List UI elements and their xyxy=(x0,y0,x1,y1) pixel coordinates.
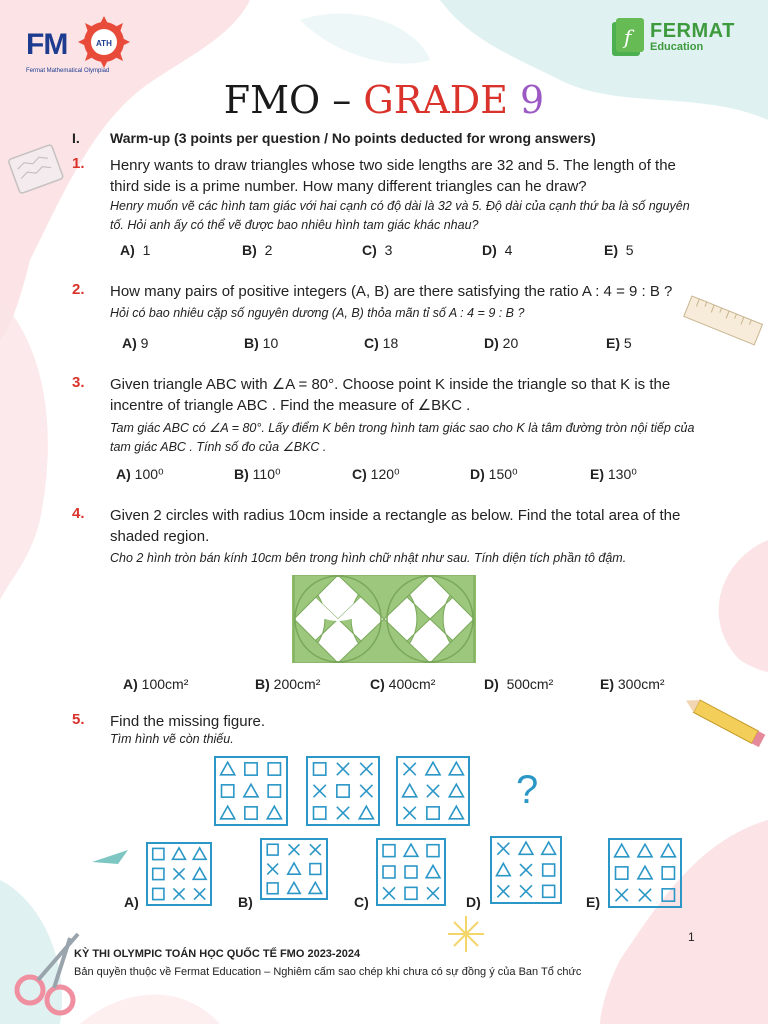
choice-label-d: D) xyxy=(466,894,481,910)
triangle-icon xyxy=(449,784,463,797)
option-d[interactable]: D) 20 xyxy=(484,335,519,351)
question-text: Henry wants to draw triangles whose two side lengths are 32 and 5. The length of the third side is a prime number. How many different triangles can he draw? xyxy=(110,157,676,195)
cross-icon xyxy=(520,864,532,876)
question-4 xyxy=(72,505,702,568)
fermat-education-logo xyxy=(610,18,750,60)
footer-competition-name: KỲ THI OLYMPIC TOÁN HỌC QUỐC TẾ FMO 2023-2024 xyxy=(74,948,361,960)
option-a[interactable]: A) 9 xyxy=(122,335,149,351)
cross-icon xyxy=(360,763,372,775)
question-number: 1. xyxy=(72,155,85,172)
page-title xyxy=(0,78,768,122)
question-number: 2. xyxy=(72,281,85,298)
footer-copyright: Bản quyền thuộc về Fermat Education – Nghiêm cấm sao chép khi chưa có sự đồng ý của Ban Tổ chức xyxy=(74,966,582,978)
triangle-icon xyxy=(449,762,463,775)
triangle-icon xyxy=(221,806,235,819)
triangle-icon xyxy=(244,784,258,797)
square-icon xyxy=(405,866,417,878)
choice-figure-c[interactable] xyxy=(376,838,446,906)
triangle-icon xyxy=(404,844,418,856)
triangle-icon xyxy=(193,868,206,879)
question-3 xyxy=(72,374,702,457)
triangle-icon xyxy=(615,844,629,857)
option-d[interactable]: D) 4 xyxy=(482,242,513,258)
option-e[interactable]: E) 300cm² xyxy=(600,676,665,692)
square-icon xyxy=(383,845,395,857)
title-grade-number: 9 xyxy=(520,78,545,122)
cross-icon xyxy=(289,844,300,855)
cross-icon xyxy=(427,785,439,797)
option-a[interactable]: A) 100⁰ xyxy=(116,466,164,482)
option-e[interactable]: E) 130⁰ xyxy=(590,466,637,482)
page-number: 1 xyxy=(688,930,695,944)
triangle-icon xyxy=(193,848,206,859)
option-d[interactable]: D) 500cm² xyxy=(484,676,554,692)
triangle-icon xyxy=(221,762,235,775)
question-1 xyxy=(72,155,702,235)
triangle-icon xyxy=(426,762,440,775)
question-number: 3. xyxy=(72,374,85,391)
cross-icon xyxy=(194,888,205,899)
choice-label-c: C) xyxy=(354,894,369,910)
question-text-vietnamese: Tam giác ABC có ∠A = 80°. Lấy điểm K bên trong hình tam giác sao cho K là tâm đường tròn nội tiếp của tam giác ABC . Tính số đo của ∠BKC . xyxy=(110,421,695,454)
square-icon xyxy=(267,883,278,894)
square-icon xyxy=(662,867,674,879)
option-a[interactable]: A) 100cm² xyxy=(123,676,189,692)
fmo-logo xyxy=(22,14,132,78)
choice-figure-d[interactable] xyxy=(490,836,562,904)
triangle-icon xyxy=(426,865,440,877)
triangle-icon xyxy=(403,784,417,797)
triangle-icon xyxy=(288,863,300,874)
triangle-icon xyxy=(661,844,675,857)
choice-label-a: A) xyxy=(124,894,139,910)
option-b[interactable]: B) 200cm² xyxy=(255,676,321,692)
sequence-figure-2 xyxy=(306,756,380,826)
cross-icon xyxy=(404,763,416,775)
triangle-icon xyxy=(288,882,300,893)
question-text-vietnamese: Tìm hình vẽ còn thiếu. xyxy=(110,732,234,746)
cross-icon xyxy=(337,807,349,819)
cross-icon xyxy=(497,885,509,897)
question-text-vietnamese: Hỏi có bao nhiêu cặp số nguyên dương (A, B) thỏa mãn tỉ số A : 4 = 9 : B ? xyxy=(110,306,525,320)
cross-icon xyxy=(616,889,628,901)
cross-icon xyxy=(310,844,321,855)
cross-icon xyxy=(173,888,184,899)
choice-label-e: E) xyxy=(586,894,600,910)
square-icon xyxy=(383,866,395,878)
fermat-logo-sub: Education xyxy=(650,41,704,53)
square-icon xyxy=(267,844,278,855)
fermat-book-icon xyxy=(610,18,646,60)
svg-text:ATH: ATH xyxy=(96,39,112,48)
option-c[interactable]: C) 400cm² xyxy=(370,676,436,692)
cross-icon xyxy=(404,807,416,819)
square-icon xyxy=(543,885,555,897)
cross-icon xyxy=(337,763,349,775)
title-grade: GRADE xyxy=(363,78,521,122)
option-e[interactable]: E) 5 xyxy=(604,242,634,258)
cross-icon xyxy=(314,785,326,797)
square-icon xyxy=(153,888,164,899)
square-icon xyxy=(427,807,439,819)
triangle-icon xyxy=(267,806,281,819)
choice-figure-a[interactable] xyxy=(146,842,212,906)
question-text: Find the missing figure. xyxy=(110,713,266,730)
question-text-vietnamese: Cho 2 hình tròn bán kính 10cm bên trong hình chữ nhật như sau. Tính diện tích phần tô đậm. xyxy=(110,551,627,565)
option-b[interactable]: B) 10 xyxy=(244,335,279,351)
triangle-icon xyxy=(638,844,652,857)
fmo-logo-letters: FM xyxy=(26,28,68,61)
triangle-icon xyxy=(309,882,321,893)
sequence-figure-1 xyxy=(214,756,288,826)
option-b[interactable]: B) 110⁰ xyxy=(234,466,281,482)
square-icon xyxy=(314,807,326,819)
question-2 xyxy=(72,281,702,323)
option-c[interactable]: C) 120⁰ xyxy=(352,466,400,482)
triangle-icon xyxy=(173,848,186,859)
option-d[interactable]: D) 150⁰ xyxy=(470,466,518,482)
cross-icon xyxy=(497,843,509,855)
square-icon xyxy=(310,864,321,875)
square-icon xyxy=(222,785,234,797)
cross-icon xyxy=(639,889,651,901)
option-c[interactable]: C) 18 xyxy=(364,335,399,351)
question-number: 4. xyxy=(72,505,85,522)
square-icon xyxy=(337,785,349,797)
square-icon xyxy=(543,864,555,876)
option-e[interactable]: E) 5 xyxy=(606,335,632,351)
question-text-vietnamese: Henry muốn vẽ các hình tam giác với hai cạnh có độ dài là 32 và 5. Độ dài của cạnh thứ ba là số nguyên tố. Hỏi anh ấy có thể vẽ được bao nhiêu hình tam giác khác nhau? xyxy=(110,199,690,232)
question-text: Given triangle ABC with ∠A = 80°. Choose point K inside the triangle so that K is the incentre of triangle ABC . Find the measure of ∠BKC . xyxy=(110,376,671,414)
triangle-icon xyxy=(359,806,373,819)
triangle-icon xyxy=(496,863,510,875)
fermat-logo-name: FERMAT xyxy=(650,20,735,42)
cross-icon xyxy=(360,785,372,797)
square-icon xyxy=(153,868,164,879)
triangle-icon xyxy=(638,866,652,879)
section-number: I. xyxy=(72,130,80,146)
option-a[interactable]: A) 1 xyxy=(120,242,151,258)
square-icon xyxy=(314,763,326,775)
missing-figure-question-mark: ? xyxy=(516,768,539,812)
cross-icon xyxy=(383,887,395,899)
question-5 xyxy=(72,711,702,749)
triangle-icon xyxy=(449,806,463,819)
choice-label-b: B) xyxy=(238,894,253,910)
cross-icon xyxy=(267,864,278,875)
square-icon xyxy=(268,785,280,797)
triangle-icon xyxy=(519,842,533,854)
square-icon xyxy=(245,763,257,775)
sequence-figure-3 xyxy=(396,756,470,826)
option-b[interactable]: B) 2 xyxy=(242,242,273,258)
square-icon xyxy=(662,889,674,901)
square-icon xyxy=(405,887,417,899)
cross-icon xyxy=(520,885,532,897)
question-number: 5. xyxy=(72,711,85,728)
section-heading xyxy=(72,130,596,146)
section-label: Warm-up (3 points per question / No points deducted for wrong answers) xyxy=(110,130,596,146)
svg-text:f: f xyxy=(624,25,632,49)
choice-figure-b[interactable] xyxy=(260,838,328,900)
square-icon xyxy=(153,848,164,859)
question-text: How many pairs of positive integers (A, B) are there satisfying the ratio A : 4 = 9 : B ? xyxy=(110,283,673,300)
choice-figure-e[interactable] xyxy=(608,838,682,908)
triangle-icon xyxy=(542,842,556,854)
square-icon xyxy=(616,867,628,879)
title-fmo: FMO – xyxy=(223,78,364,122)
option-c[interactable]: C) 3 xyxy=(362,242,393,258)
square-icon xyxy=(268,763,280,775)
square-icon xyxy=(427,845,439,857)
cross-icon xyxy=(427,887,439,899)
cross-icon xyxy=(173,868,184,879)
square-icon xyxy=(245,807,257,819)
fmo-logo-subtitle: Fermat Mathematical Olympiad xyxy=(26,68,110,74)
question-text: Given 2 circles with radius 10cm inside a rectangle as below. Find the total area of the shaded region. xyxy=(110,507,681,545)
shaded-circles-figure xyxy=(292,575,476,663)
